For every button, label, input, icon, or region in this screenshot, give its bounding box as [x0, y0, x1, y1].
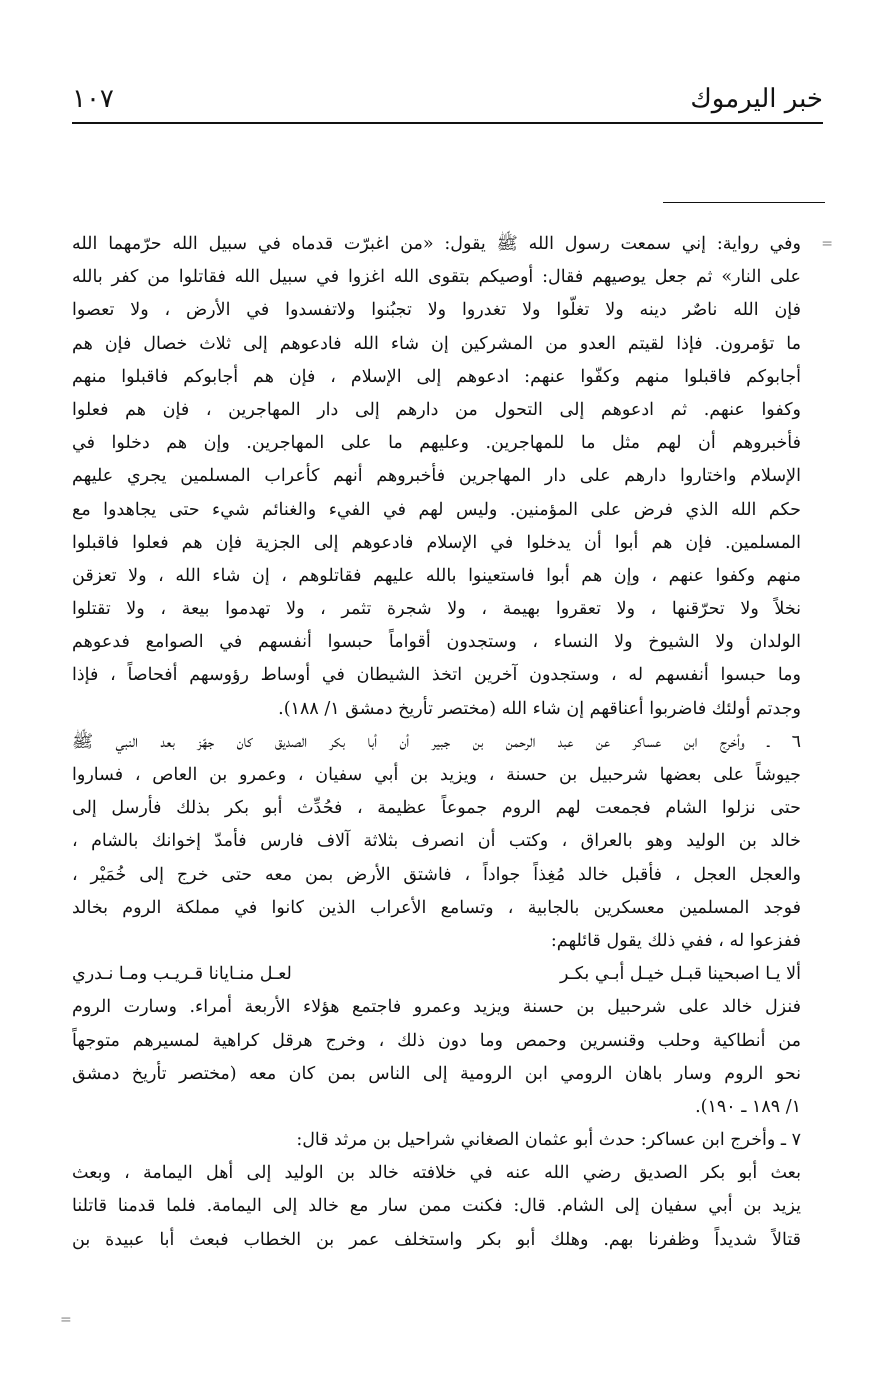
text-line: ١/ ١٨٩ ـ ١٩٠).: [695, 1096, 801, 1117]
text-line: فإن الله ناصٌر دينه ولا تغلّوا ولا تغدروا ولا تجبُنوا ولاتفسدوا في الأرض ، ولا تعصوا: [72, 300, 801, 321]
text-line: فوجد المسلمين معسكرين بالجابية ، وتسامع الأعراب الذين كانوا في مملكة الروم بخالد: [72, 897, 801, 918]
text-line: وما حبسوا أنفسهم له ، وستجدون آخرين اتخذ الشيطان في أوساط رؤوسهم أفحاصاً ، فإذا: [72, 665, 801, 686]
text-line: جيوشاً على بعضها شرحبيل بن حسنة ، ويزيد بن أبي سفيان ، وعمرو بن العاص ، فساروا: [72, 765, 801, 785]
text-line: فأخبروهم أن لهم مثل ما للمهاجرين. وعليهم ما على المهاجرين. وإن هم دخلوا في: [72, 433, 801, 454]
text-line: منهم وكفوا عنهم ، وإن هم أبوا فاستعينوا بالله عليهم فقاتلوهم ، إن شاء الله ، ولا تعزقن: [72, 565, 801, 586]
text-line: ما تؤمرون. فإذا لقيتم العدو من المشركين إن شاء الله فادعوهم إلى ثلاث خصال فإن هم: [72, 333, 801, 354]
text-line: وجدتم أولئك فاضربوا أعناقهم إن شاء الله (مختصر تأريخ دمشق ١/ ١٨٨).: [278, 698, 801, 719]
text-line: وكفوا عنهم. ثم ادعوهم إلى التحول من دارهم إلى دار المهاجرين ، فإن هم فعلوا: [72, 399, 801, 420]
text-line: قتالاً شديداً وظفرنا بهم. وهلك أبو بكر واستخلف عمر بن الخطاب فبعث أبا عبيدة بن: [72, 1229, 801, 1250]
poetry-verse: [72, 958, 801, 991]
margin-mark-top: =: [821, 236, 833, 252]
text-line: حتى نزلوا الشام فجمعت لهم الروم جموعاً عظيمة ، فحُدِّث أبو بكر بذلك فأرسل إلى: [72, 798, 801, 819]
text-line: ٦ ـ وأخرج ابن عساكر عن عبد الرحمن بن جبير أن أبا بكر الصديق كان جهّز بعد النبي ﷺ: [72, 731, 801, 752]
text-line: نحو الروم وسار باهان الرومي ابن الرومية إلى الناس بمن كان معه (مختصر تأريخ دمشق: [72, 1063, 801, 1084]
text-line: من أنطاكية وحلب وقنسرين وحمص وما دون ذلك ، وخرج هرقل كراهية لمسيرهم متوجهاً: [72, 1030, 801, 1051]
text-line: أجابوكم فاقبلوا منهم وكفّوا عنهم: ادعوهم إلى الإسلام ، فإن هم أجابوكم فاقبلوا منهم: [72, 366, 801, 387]
text-line: بعث أبو بكر الصديق رضي الله عنه في خلافته خالد بن الوليد إلى أهل اليمامة ، وبعث: [72, 1163, 801, 1184]
text-line: ففزعوا له ، ففي ذلك يقول قائلهم:: [550, 930, 801, 951]
text-line: نخلاً ولا تحرّقنها ، ولا تعقروا بهيمة ، ولا شجرة تثمر ، ولا تهدموا بيعة ، ولا تقتلوا: [72, 599, 801, 620]
section-rule: [663, 202, 825, 203]
text-line: على النار» ثم جعل يوصيهم فقال: أوصيكم بتقوى الله اغزوا في سبيل الله فقاتلوا من كفر بالله: [72, 267, 801, 288]
text-line: خالد بن الوليد وهو بالعراق ، وكتب أن انصرف بثلاثة آلاف فارس فأمدّ إخوانك بالشام ،: [72, 831, 801, 852]
verse-second-hemistich: لعـل منـايانا قـريـب ومـا نـدري: [72, 964, 292, 985]
text-line: يزيد بن أبي سفيان إلى الشام. قال: فكنت ممن سار مع خالد إلى اليمامة. فلما قدمنا قاتلنا: [72, 1196, 801, 1217]
page-header: [72, 80, 823, 124]
margin-mark-bottom: =: [60, 1312, 72, 1328]
running-title: خبر اليرموك: [690, 84, 823, 114]
verse-first-hemistich: ألا يـا اصبحينا قبـل خيـل أبـي بكـر: [559, 964, 801, 985]
text-line: فنزل خالد على شرحبيل بن حسنة ويزيد وعمرو فاجتمع هؤلاء الأربعة أمراء. وسارت الروم: [72, 997, 801, 1018]
text-line: ٧ ـ وأخرج ابن عساكر: حدث أبو عثمان الصغاني شراحيل بن مرثد قال:: [296, 1130, 801, 1151]
text-line: الإسلام واختاروا دارهم على دار المهاجرين فأخبروهم أنهم كأعراب المسلمين يجري عليهم: [72, 466, 801, 487]
text-line: الولدان ولا الشيوخ ولا النساء ، وستجدون أقواماً حبسوا أنفسهم في الصوامع فدعوهم: [72, 632, 801, 653]
text-line: المسلمين. فإن هم أبوا أن يدخلوا في الإسلام فادعوهم إلى الجزية فإن هم فعلوا فاقبلوا: [72, 532, 801, 553]
text-line: حكم الله الذي فرض على المؤمنين. وليس لهم في الفيء والغنائم شيء حتى يجاهدوا مع: [72, 499, 801, 520]
body-text: [72, 228, 801, 1257]
text-line: وفي رواية: إني سمعت رسول الله ﷺ يقول: «من اغبرّت قدماه في سبيل الله حرّمهما الله: [72, 234, 801, 254]
page-number: ١٠٧: [72, 84, 114, 114]
text-line: والعجل العجل ، فأقبل خالد مُغِذاً جواداً ، فاشتق الأرض بمن معه حتى خرج إلى خُمَيْر ،: [72, 864, 801, 885]
